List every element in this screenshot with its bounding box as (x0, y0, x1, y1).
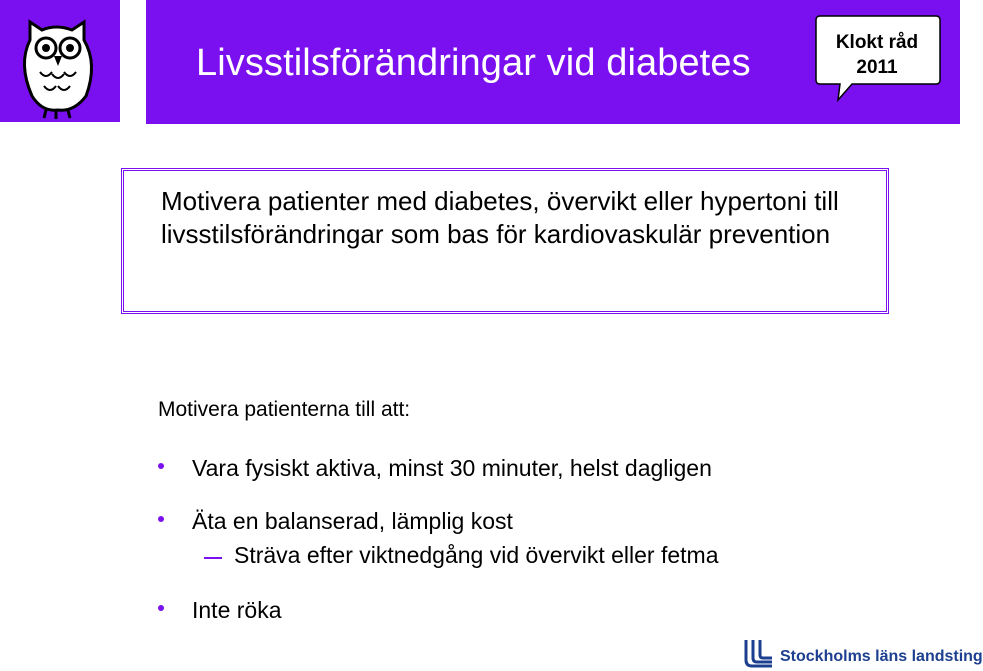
list-item-text: Vara fysiskt aktiva, minst 30 minuter, helst dagligen (192, 455, 712, 481)
bullet-dot-icon (158, 463, 164, 469)
klokt-rad-badge (822, 30, 932, 80)
bullet-dot-icon (158, 516, 164, 522)
dash-icon (204, 557, 222, 559)
bullet-dot-icon (158, 605, 164, 611)
page-title: Livsstilsförändringar vid diabetes (196, 42, 751, 84)
owl-logo-box (0, 0, 120, 122)
badge-line2: 2011 (856, 57, 898, 78)
organization-logo-text: Stockholms läns landsting (780, 648, 983, 665)
list-item-text: Äta en balanserad, lämplig kost (192, 508, 513, 534)
intro-text: Motivera patienterna till att: (158, 398, 411, 421)
list-item-text: Inte röka (192, 597, 282, 623)
sll-logo-icon (742, 638, 776, 668)
sub-list-item-text: Sträva efter viktnedgång vid övervikt eller fetma (234, 542, 719, 568)
motivation-box (121, 168, 889, 314)
motivation-text: Motivera patienter med diabetes, övervikt eller hypertoni till livsstilsförändringar som bas för kardiovaskulär prevention (161, 186, 839, 249)
badge-line1: Klokt råd (835, 32, 919, 53)
owl-icon (0, 0, 120, 122)
